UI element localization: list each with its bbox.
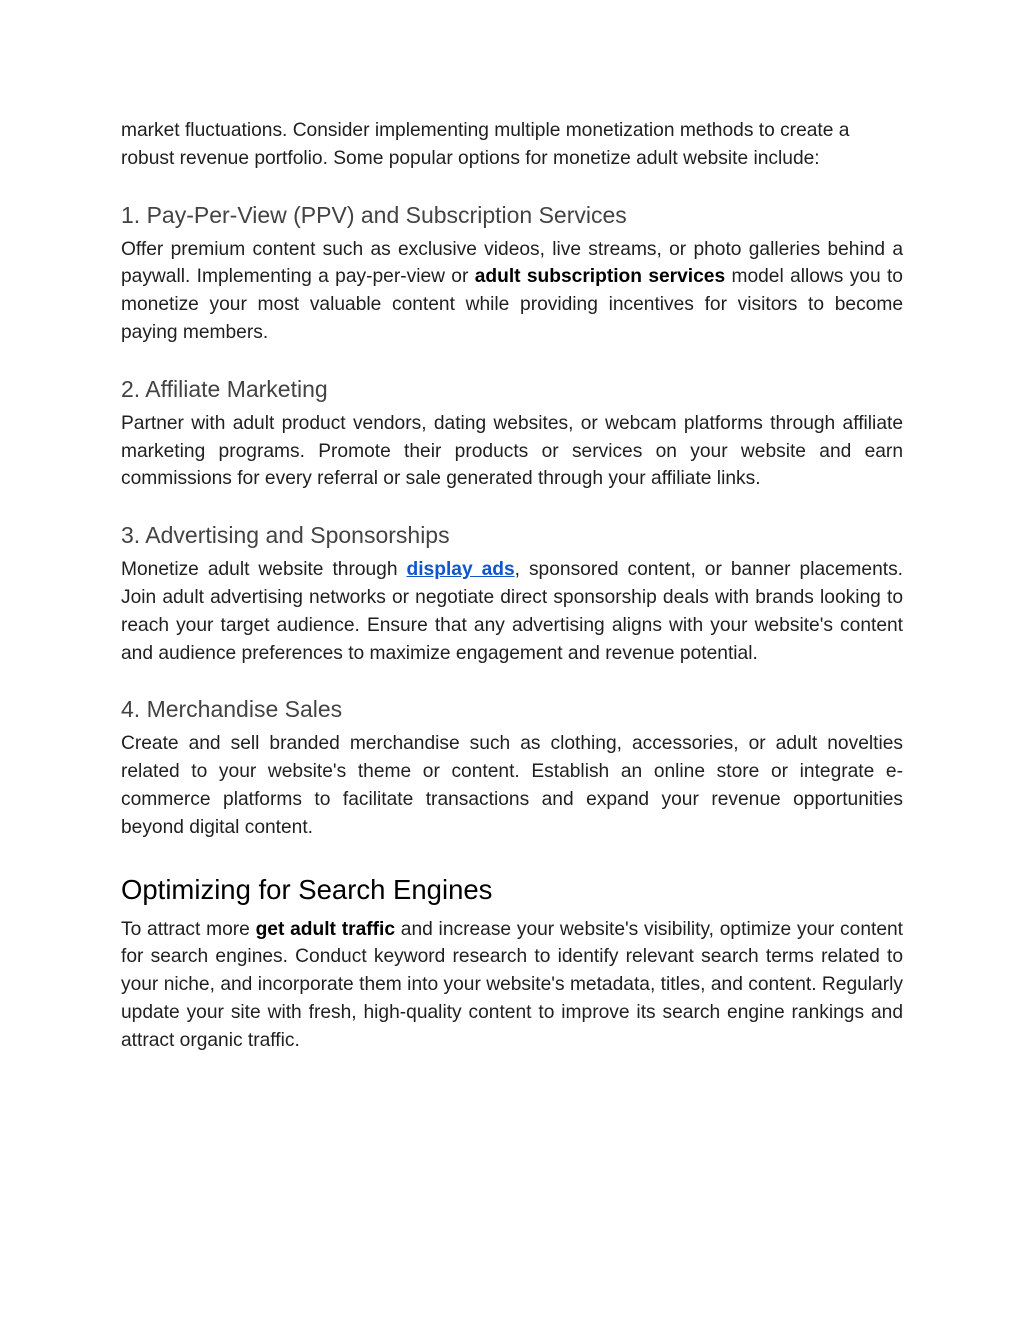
paragraph-advertising-sponsorships: [121, 556, 903, 667]
document-page: [121, 117, 903, 1055]
display-ads-link[interactable]: display ads: [406, 559, 515, 581]
heading-merchandise-sales: 4. Merchandise Sales: [121, 696, 343, 723]
bold-get-adult-traffic: get adult traffic: [255, 918, 396, 940]
intro-paragraph: market fluctuations. Consider implementing multiple monetization methods to create a robust revenue portfolio. Some popular options for monetize adult website include:: [121, 120, 850, 169]
paragraph-merchandise-sales: Create and sell branded merchandise such as clothing, accessories, or adult novelties related to your website's theme or content. Establish an online store or integrate e-commerce platforms to facilitate transactions and expand your revenue opportunities beyond digital content.: [121, 733, 903, 838]
paragraph-optimizing-search-engines: [121, 916, 903, 1055]
paragraph-affiliate-marketing: Partner with adult product vendors, dating websites, or webcam platforms through affiliate marketing programs. Promote their products or services on your website and earn commissions for every referral or sale generated through your affiliate links.: [121, 412, 903, 490]
heading-affiliate-marketing: 2. Affiliate Marketing: [121, 375, 328, 402]
advertising-text-end: , sponsored content, or banner placements. Join adult advertising networks or negotiate direct sponsorship deals with brands looking to reach your target audience. Ensure that any advertising aligns with your website's content and audience preferences to maximize engagement and revenue potential.: [121, 559, 903, 664]
seo-text-start: To attract more: [121, 918, 256, 940]
heading-ppv-subscription: 1. Pay-Per-View (PPV) and Subscription Services: [121, 201, 627, 228]
ppv-text-start: Offer premium content such as exclusive videos, live streams, or photo galleries behind a paywall. Implementing a pay-per-view or: [121, 238, 903, 288]
seo-text-end: and increase your website's visibility, optimize your content for search engines. Conduct keyword research to identify relevant search terms related to your niche, and incorporate them into your website's metadata, titles, and content. Regularly update your site with fresh, high-quality content to improve its search engine rankings and attract organic traffic.: [121, 918, 903, 1051]
paragraph-ppv-subscription: [121, 236, 903, 347]
ppv-text-end: model allows you to monetize your most valuable content while providing incentives for visitors to become paying members.: [121, 266, 903, 343]
heading-optimizing-search-engines: Optimizing for Search Engines: [121, 873, 493, 905]
bold-adult-subscription-services: adult subscription services: [474, 266, 726, 288]
advertising-text-start: Monetize adult website through: [121, 559, 407, 581]
heading-advertising-sponsorships: 3. Advertising and Sponsorships: [121, 522, 450, 549]
